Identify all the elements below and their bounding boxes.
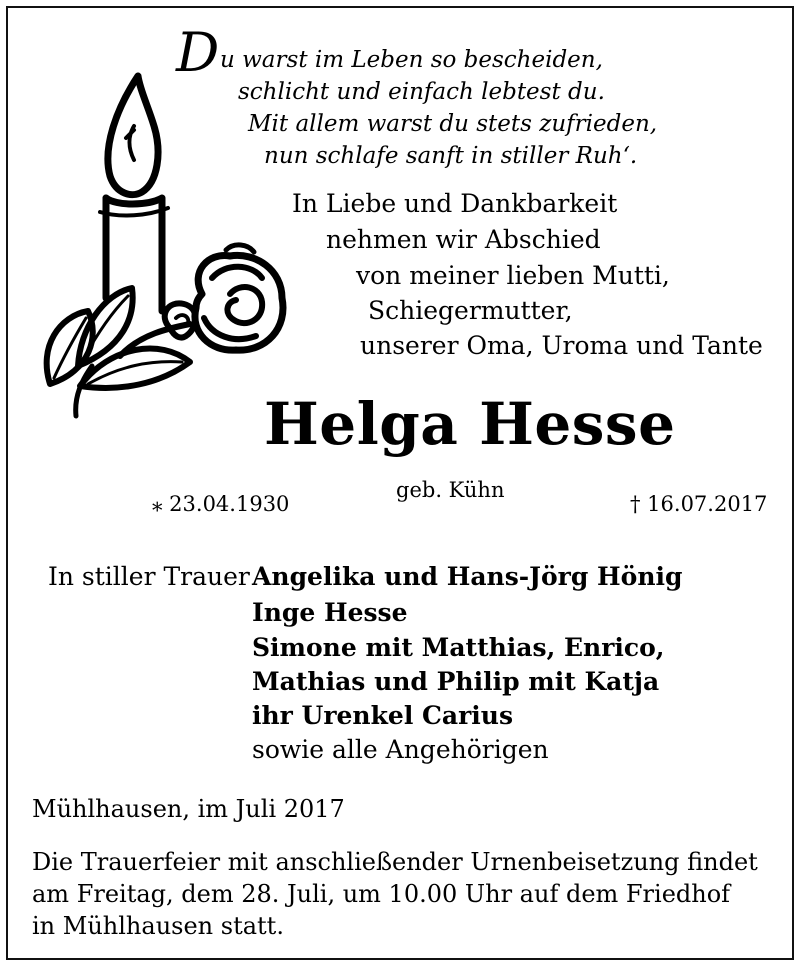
maiden-name: geb. Kühn	[396, 478, 505, 502]
place-date: Mühlhausen, im Juli 2017	[32, 795, 345, 823]
poem-line-1: u warst im Leben so bescheiden,	[220, 47, 603, 73]
intro-line-5: unserer Oma, Uroma und Tante	[360, 331, 763, 360]
mourner-3: Simone mit Matthias, Enrico,	[252, 633, 665, 662]
intro-line-1: In Liebe und Dankbarkeit	[292, 189, 618, 218]
funeral-line-2: am Freitag, dem 28. Juli, um 10.00 Uhr auf dem Friedhof	[32, 880, 731, 908]
poem-line-4: nun schlafe sanft in stiller Ruh‘.	[264, 143, 638, 169]
intro-line-3: von meiner lieben Mutti,	[356, 261, 670, 290]
mourner-1: Angelika und Hans-Jörg Hönig	[252, 562, 683, 591]
mourners-others: sowie alle Angehörigen	[252, 735, 549, 764]
death-date: † 16.07.2017	[630, 492, 768, 516]
mourner-2: Inge Hesse	[252, 598, 408, 627]
intro-line-4: Schiegermutter,	[368, 296, 573, 325]
birth-date: ⁎ 23.04.1930	[152, 492, 290, 516]
funeral-line-3: in Mühlhausen statt.	[32, 912, 284, 940]
mourners-label: In stiller Trauer	[48, 562, 250, 591]
poem-line-3: Mit allem warst du stets zufrieden,	[248, 111, 658, 137]
poem-drop-cap: D	[176, 21, 220, 84]
poem-line-2: schlicht und einfach lebtest du.	[238, 79, 605, 105]
mourner-4: Mathias und Philip mit Katja	[252, 667, 660, 696]
mourner-5: ihr Urenkel Carius	[252, 701, 514, 730]
intro-line-2: nehmen wir Abschied	[326, 225, 601, 254]
funeral-line-1: Die Trauerfeier mit anschließender Urnenbeisetzung findet	[32, 848, 758, 876]
flame-icon	[108, 76, 158, 195]
deceased-name: Helga Hesse	[264, 390, 676, 458]
obituary-notice	[6, 6, 794, 960]
